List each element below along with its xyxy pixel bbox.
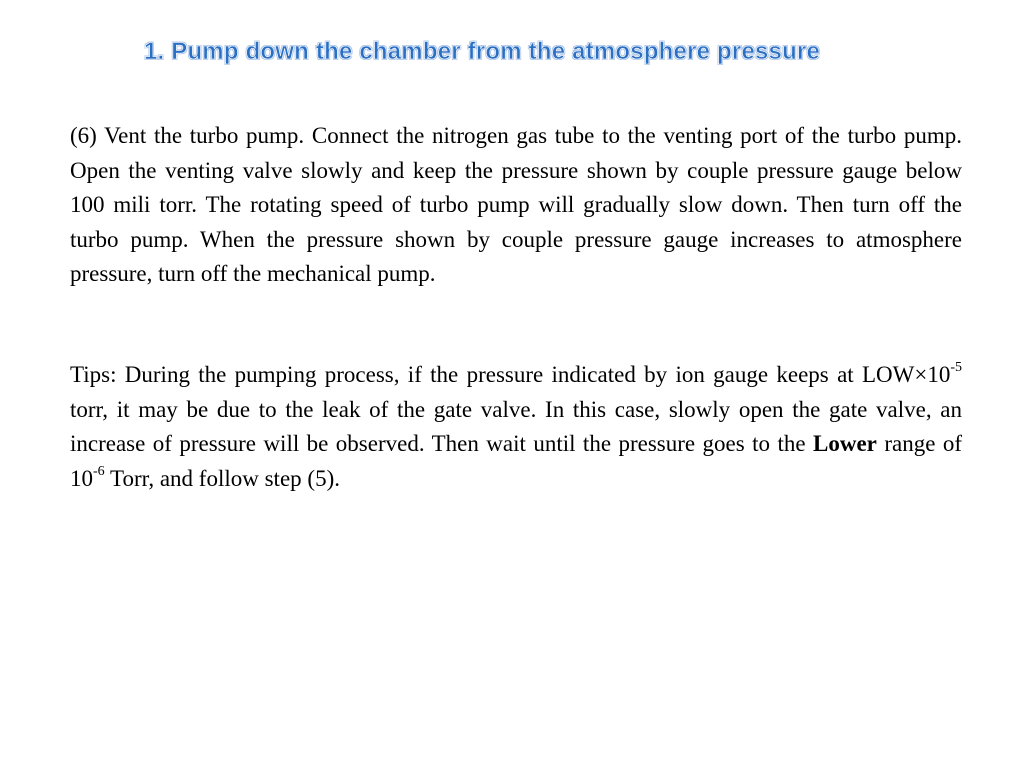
tips-text-part3: range of 10	[70, 431, 962, 491]
tips-text-part2: torr, it may be due to the leak of the gate valve. In this case, slowly open the gate valve, an increase of pressure will be observed. Then wait until the pressure goes to the	[70, 396, 962, 456]
exponent-minus-5: -5	[950, 360, 962, 376]
step-6-paragraph: (6) Vent the turbo pump. Connect the nitrogen gas tube to the venting port of the turbo pump. Open the venting valve slowly and keep the pressure shown by couple pressure gauge below 100 mili torr. The rotating speed of turbo pump will gradually slow down. Then turn off the turbo pump. When the pressure shown by couple pressure gauge increases to atmosphere pressure, turn off the mechanical pump.	[70, 123, 962, 286]
slide-title: 1. Pump down the chamber from the atmosphere pressure	[143, 38, 821, 65]
lower-bold-text: Lower	[813, 431, 877, 456]
exponent-minus-6: -6	[93, 463, 105, 479]
tips-paragraph	[70, 358, 962, 496]
tips-text-part1: Tips: During the pumping process, if the pressure indicated by ion gauge keeps at LOW×10	[70, 362, 951, 387]
tips-text-part4: Torr, and follow step (5).	[104, 465, 340, 491]
